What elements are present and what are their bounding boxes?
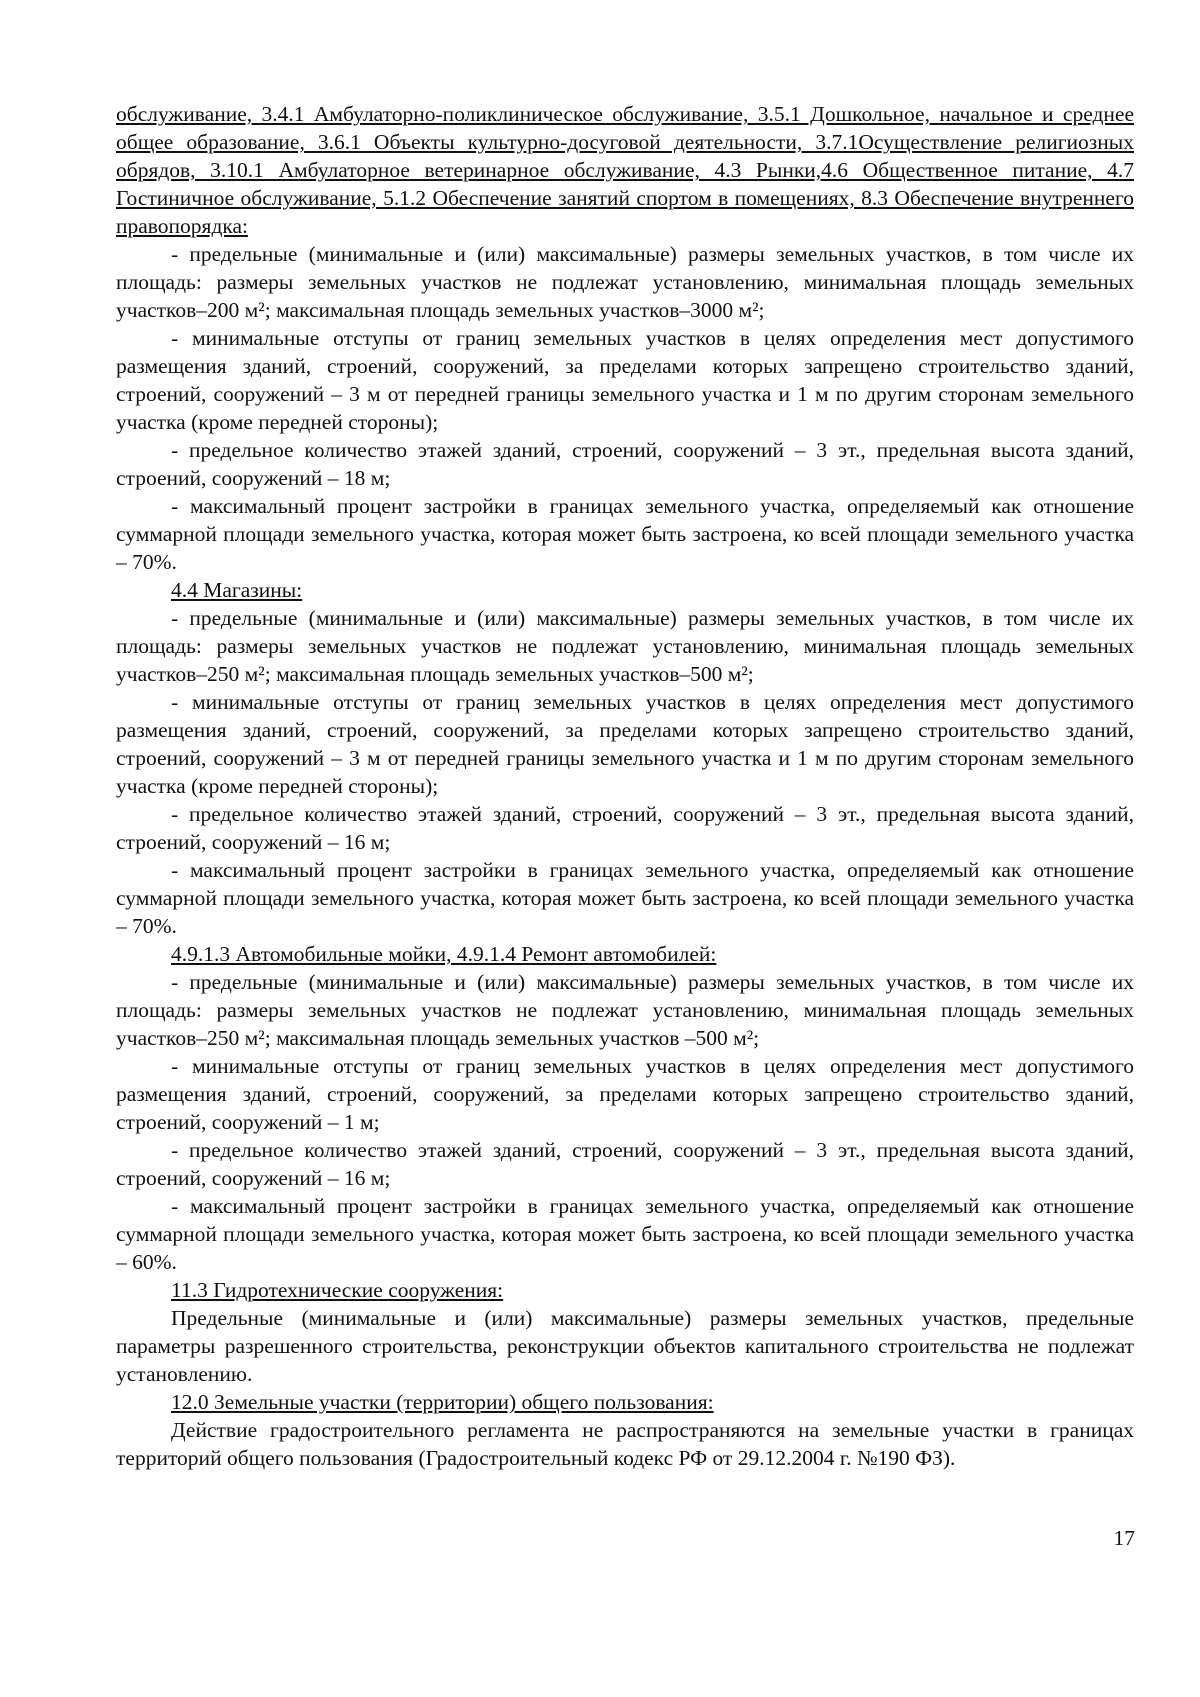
public-land-paragraph: Действие градостроительного регламента не распространяются на земельные участки в границах территорий общего пользования (Градостроительный кодекс РФ от 29.12.2004 г. №190 ФЗ). xyxy=(116,1418,1134,1470)
floors-paragraph: - предельное количество этажей зданий, строений, сооружений – 3 эт., предельная высота зданий, строений, сооружений – 18 м; xyxy=(116,438,1134,490)
permitted-uses-list: обслуживание, 3.4.1 Амбулаторно-поликлиническое обслуживание, 3.5.1 Дошкольное, начальное и среднее общее образование, 3.6.1 Объекты культурно-досуговой деятельности, 3.7.1Осуществление религиозных обрядов, 3.10.1 Амбулаторное ветеринарное обслуживание, 4.3 Рынки,4.6 Общественное питание, 4.7 Гостиничное обслуживание, 5.1.2 Обеспечение занятий спортом в помещениях, 8.3 Обеспечение внутреннего правопорядка: xyxy=(116,102,1134,238)
coverage-paragraph: - максимальный процент застройки в границах земельного участка, определяемый как отношение суммарной площади земельного участка, которая может быть застроена, ко всей площади земельного участка – 70%. xyxy=(116,858,1134,938)
section-heading-shops: 4.4 Магазины: xyxy=(171,578,303,602)
coverage-paragraph: - максимальный процент застройки в границах земельного участка, определяемый как отношение суммарной площади земельного участка, которая может быть застроена, ко всей площади земельного участка – 60%. xyxy=(116,1194,1134,1274)
plot-size-paragraph: - предельные (минимальные и (или) максимальные) размеры земельных участков, в том числе их площадь: размеры земельных участков не подлежат установлению, минимальная площадь земельных участков–200 м²; максимальная площадь земельных участков–3000 м²; xyxy=(116,242,1134,322)
hydraulic-structures-paragraph: Предельные (минимальные и (или) максимальные) размеры земельных участков, предельные параметры разрешенного строительства, реконструкции объектов капитального строительства не подлежат установлению. xyxy=(116,1306,1134,1386)
setback-paragraph: - минимальные отступы от границ земельных участков в целях определения мест допустимого размещения зданий, строений, сооружений, за пределами которых запрещено строительство зданий, строений, сооружений – 3 м от передней границы земельного участка и 1 м по другим сторонам земельного участка (кроме передней стороны); xyxy=(116,690,1134,798)
plot-size-paragraph: - предельные (минимальные и (или) максимальные) размеры земельных участков, в том числе их площадь: размеры земельных участков не подлежат установлению, минимальная площадь земельных участков–250 м²; максимальная площадь земельных участков –500 м²; xyxy=(116,970,1134,1050)
setback-paragraph: - минимальные отступы от границ земельных участков в целях определения мест допустимого размещения зданий, строений, сооружений, за пределами которых запрещено строительство зданий, строений, сооружений – 3 м от передней границы земельного участка и 1 м по другим сторонам земельного участка (кроме передней стороны); xyxy=(116,326,1134,434)
floors-paragraph: - предельное количество этажей зданий, строений, сооружений – 3 эт., предельная высота зданий, строений, сооружений – 16 м; xyxy=(116,802,1134,854)
setback-paragraph: - минимальные отступы от границ земельных участков в целях определения мест допустимого размещения зданий, строений, сооружений, за пределами которых запрещено строительство зданий, строений, сооружений – 1 м; xyxy=(116,1054,1134,1134)
section-heading-car-services: 4.9.1.3 Автомобильные мойки, 4.9.1.4 Ремонт автомобилей: xyxy=(171,942,717,966)
floors-paragraph: - предельное количество этажей зданий, строений, сооружений – 3 эт., предельная высота зданий, строений, сооружений – 16 м; xyxy=(116,1138,1134,1190)
coverage-paragraph: - максимальный процент застройки в границах земельного участка, определяемый как отношение суммарной площади земельного участка, которая может быть застроена, ко всей площади земельного участка – 70%. xyxy=(116,494,1134,574)
section-heading-hydraulic-structures: 11.3 Гидротехнические сооружения: xyxy=(171,1278,504,1302)
page-number: 17 xyxy=(1113,1526,1135,1550)
plot-size-paragraph: - предельные (минимальные и (или) максимальные) размеры земельных участков, в том числе их площадь: размеры земельных участков не подлежат установлению, минимальная площадь земельных участков–250 м²; максимальная площадь земельных участков–500 м²; xyxy=(116,606,1134,686)
section-heading-public-land: 12.0 Земельные участки (территории) общего пользования: xyxy=(171,1390,714,1414)
document-page xyxy=(116,100,1134,1472)
